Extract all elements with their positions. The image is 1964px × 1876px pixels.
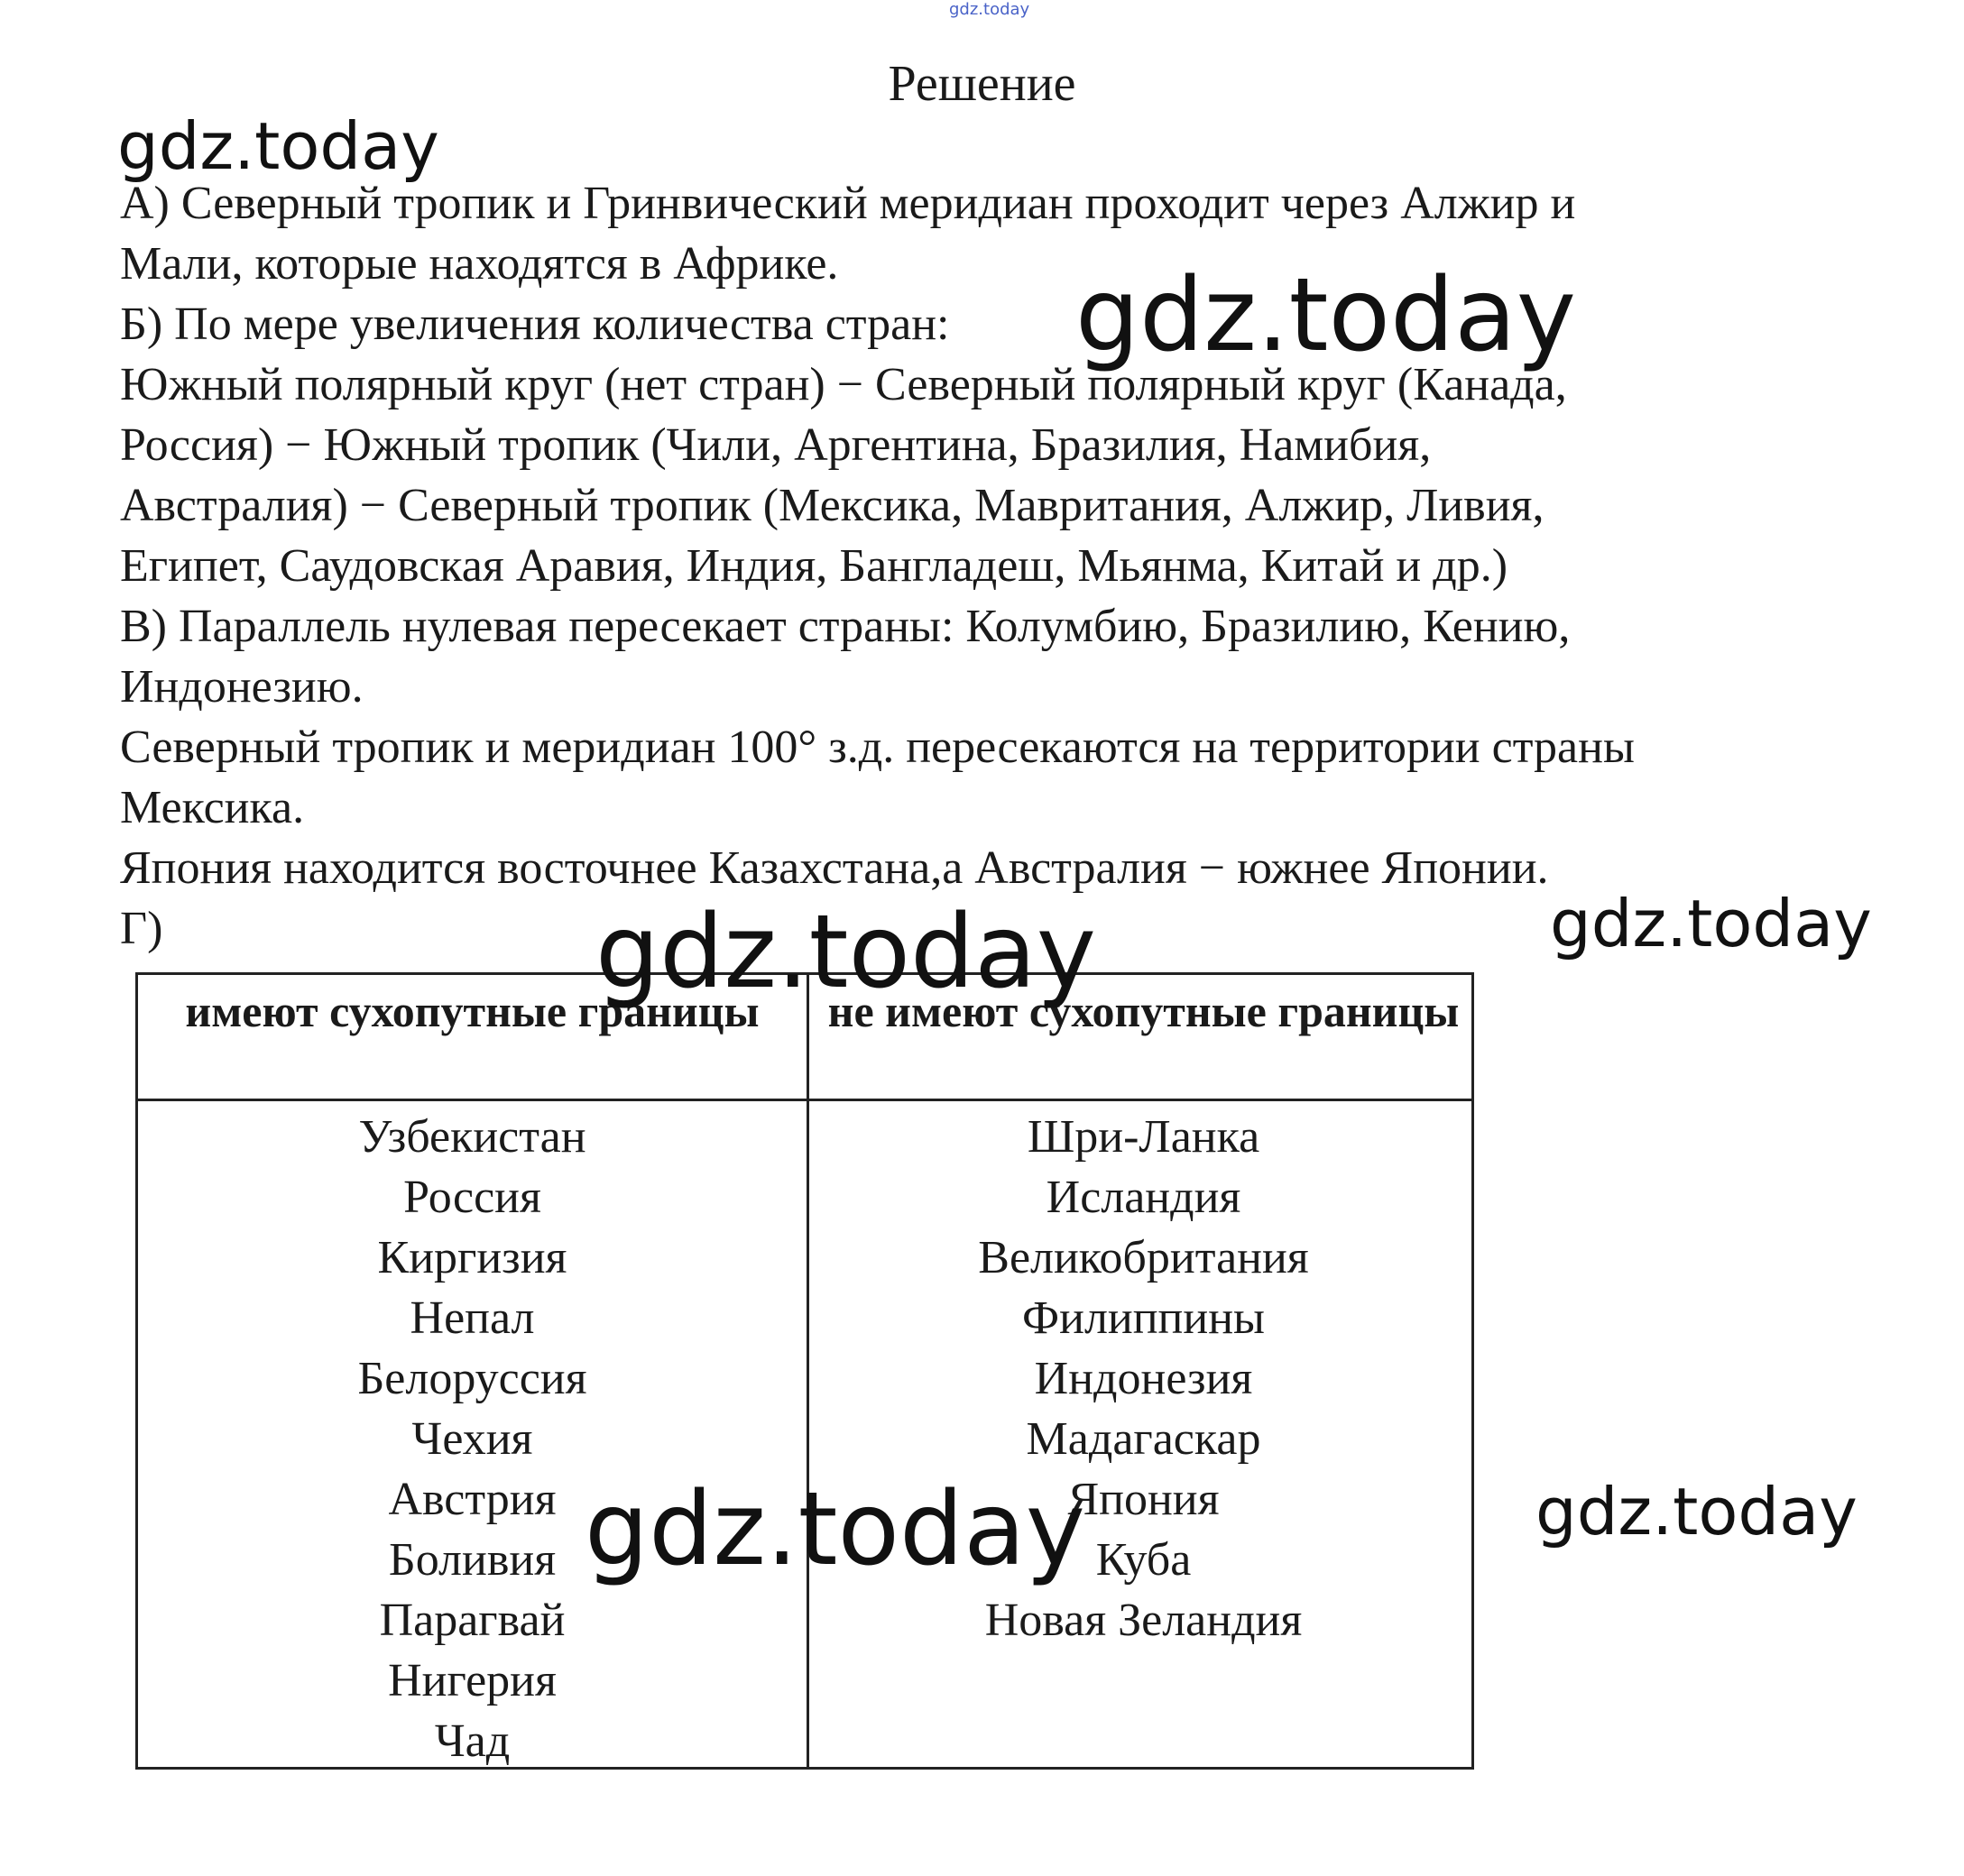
watermark: gdz.today (1550, 886, 1872, 961)
watermark: gdz.today (585, 1471, 1086, 1588)
list-item: Австрия (388, 1474, 557, 1525)
text-line: Япония находится восточнее Казахстана,а Австралия − южнее Японии. (120, 842, 1549, 894)
watermark: gdz.today (1535, 1474, 1858, 1550)
land-borders-list (138, 1107, 807, 1771)
list-item: Исландия (1046, 1172, 1241, 1223)
watermark: gdz.today (117, 108, 439, 184)
text-line: Мали, которые находятся в Африке. (120, 238, 839, 290)
list-item: Великобритания (978, 1232, 1309, 1283)
list-item: Узбекистан (358, 1111, 586, 1163)
list-item: Белоруссия (357, 1353, 587, 1404)
watermark-top: gdz.today (949, 0, 1030, 19)
list-item: Чад (434, 1715, 511, 1767)
text-line: В) Параллель нулевая пересекает страны: Колумбию, Бразилию, Кению, (120, 601, 1571, 652)
solution-text (120, 173, 1906, 959)
list-item: Нигерия (388, 1655, 557, 1706)
list-item: Шри-Ланка (1027, 1111, 1260, 1163)
text-line: Австралия) − Северный тропик (Мексика, Мавритания, Алжир, Ливия, (120, 480, 1544, 531)
list-item: Киргизия (377, 1232, 567, 1283)
list-item: Япония (1067, 1474, 1220, 1525)
text-line: Египет, Саудовская Аравия, Индия, Бангладеш, Мьянма, Китай и др.) (120, 540, 1508, 592)
list-item: Филиппины (1022, 1292, 1265, 1344)
borders-table (135, 972, 1474, 1770)
list-item: Куба (1095, 1534, 1192, 1586)
text-line: А) Северный тропик и Гринвический меридиан проходит через Алжир и (120, 178, 1576, 229)
list-item: Россия (403, 1172, 541, 1223)
list-item: Индонезия (1034, 1353, 1253, 1404)
table-header-divider (138, 1099, 1471, 1101)
watermark: gdz.today (595, 894, 1097, 1011)
page-title: Решение (888, 56, 1076, 112)
text-line: Индонезию. (120, 661, 364, 713)
watermark: gdz.today (1075, 257, 1577, 374)
list-item: Чехия (411, 1413, 533, 1465)
list-item: Новая Зеландия (984, 1595, 1303, 1646)
list-item: Непал (410, 1292, 535, 1344)
list-item: Парагвай (379, 1595, 566, 1646)
list-item: Мадагаскар (1026, 1413, 1261, 1465)
text-line: Б) По мере увеличения количества стран: (120, 299, 950, 350)
text-line: Северный тропик и меридиан 100° з.д. пересекаются на территории страны (120, 722, 1635, 773)
text-line: Россия) − Южный тропик (Чили, Аргентина, Бразилия, Намибия, (120, 419, 1432, 471)
table-header-no-land-borders: не имеют сухопутные границы (827, 986, 1460, 1036)
text-line: Южный полярный круг (нет стран) − Северный полярный круг (Канада, (120, 359, 1567, 410)
text-line: Г) (120, 903, 163, 954)
text-line: Мексика. (120, 782, 305, 833)
list-item: Боливия (388, 1534, 557, 1586)
table-header-land-borders: имеют сухопутные границы (185, 986, 760, 1036)
